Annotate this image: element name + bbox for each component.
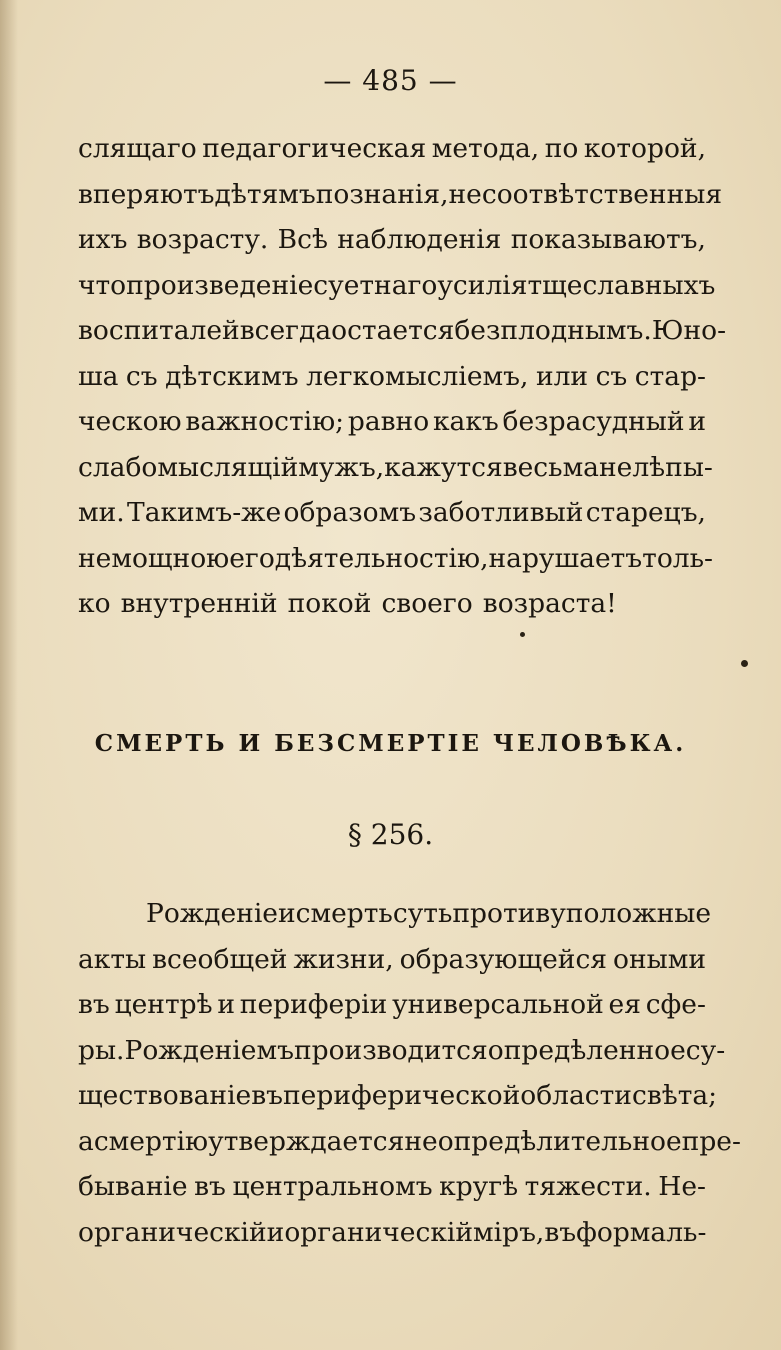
word: сфе- bbox=[645, 989, 706, 1020]
text-line bbox=[78, 1119, 741, 1165]
page-number: — 485 — bbox=[323, 64, 458, 97]
word: ихъ bbox=[78, 224, 128, 255]
text-line bbox=[78, 937, 706, 983]
word: дѣтямъ bbox=[214, 178, 316, 210]
text-line bbox=[78, 536, 713, 582]
word: дѣтскимъ bbox=[165, 360, 299, 392]
word: ческою bbox=[78, 406, 182, 437]
word: нелѣпы- bbox=[599, 451, 713, 483]
word: смертію bbox=[93, 1125, 209, 1157]
text-line bbox=[78, 172, 723, 218]
word: немощною bbox=[78, 542, 230, 574]
word: образомъ bbox=[283, 497, 417, 528]
word: области bbox=[520, 1080, 632, 1111]
paragraph-continued bbox=[78, 126, 727, 627]
word: органическій bbox=[78, 1216, 267, 1248]
word: слабомыслящій bbox=[78, 451, 299, 483]
word: ко bbox=[78, 588, 111, 619]
ink-speck bbox=[741, 660, 748, 667]
word: и bbox=[217, 989, 236, 1020]
text-line bbox=[78, 354, 706, 400]
word: кругѣ bbox=[439, 1171, 519, 1202]
word: утверждается bbox=[208, 1125, 405, 1157]
word: су- bbox=[685, 1034, 726, 1066]
word: всеобщей bbox=[152, 943, 288, 975]
word: центрѣ bbox=[114, 989, 213, 1020]
word: важностію; bbox=[185, 406, 345, 437]
word: образующейся bbox=[399, 943, 608, 975]
word: произведеніе bbox=[126, 269, 314, 301]
word: всегда bbox=[239, 315, 332, 346]
text-line bbox=[78, 263, 716, 309]
word: старецъ, bbox=[585, 497, 706, 528]
word: равно bbox=[347, 406, 430, 437]
word: познанія, bbox=[315, 178, 449, 210]
word: Всѣ bbox=[277, 224, 328, 255]
word: Рожденіемъ bbox=[124, 1034, 294, 1066]
text-line bbox=[78, 308, 727, 354]
word: ществованіе bbox=[78, 1080, 252, 1111]
word: возраста! bbox=[482, 588, 617, 619]
word: производится bbox=[293, 1034, 488, 1066]
word: по bbox=[544, 133, 579, 164]
word: съ bbox=[595, 360, 628, 392]
word: въ bbox=[194, 1171, 226, 1202]
word: центральномъ bbox=[232, 1171, 433, 1202]
word: оными bbox=[613, 943, 706, 975]
word: противуположные bbox=[452, 898, 712, 929]
word: формаль- bbox=[576, 1216, 707, 1248]
word: показываютъ, bbox=[510, 224, 706, 255]
word: стар- bbox=[634, 360, 706, 392]
word: ры. bbox=[78, 1034, 125, 1066]
word: периферіи bbox=[239, 989, 388, 1020]
word: вперяютъ bbox=[78, 178, 215, 210]
word: въ bbox=[78, 989, 110, 1020]
word: свѣта; bbox=[631, 1080, 718, 1111]
word: что bbox=[78, 269, 127, 301]
word: безрасудный bbox=[502, 406, 685, 437]
word: съ bbox=[125, 360, 158, 392]
ink-speck bbox=[520, 632, 525, 637]
word: несоотвѣтственныя bbox=[448, 178, 723, 210]
word: толь- bbox=[642, 542, 713, 574]
word: заботливый bbox=[418, 497, 584, 528]
word: внутренній bbox=[120, 588, 278, 619]
text-line bbox=[78, 445, 713, 491]
word: которой, bbox=[583, 133, 706, 164]
word: ша bbox=[78, 360, 119, 392]
text-line bbox=[78, 1164, 706, 1210]
word: пре- bbox=[681, 1125, 741, 1157]
word: или bbox=[535, 360, 589, 392]
word: Не- bbox=[658, 1171, 706, 1202]
word: ея bbox=[608, 989, 641, 1020]
section-number: § 256. bbox=[347, 818, 434, 851]
word: усилія bbox=[437, 269, 528, 301]
page-gutter-shadow bbox=[0, 0, 18, 1350]
word: органическій bbox=[284, 1216, 474, 1248]
word: суть bbox=[392, 898, 453, 929]
text-line bbox=[78, 1073, 718, 1119]
word: остается bbox=[331, 315, 455, 346]
word: педагогическая bbox=[202, 133, 427, 164]
word: ми. bbox=[78, 497, 125, 528]
word: смерть bbox=[295, 898, 393, 929]
text-line bbox=[78, 891, 712, 937]
word: метода, bbox=[431, 133, 540, 164]
text-line bbox=[78, 1210, 706, 1256]
word: міръ, bbox=[473, 1216, 545, 1248]
word: а bbox=[78, 1125, 94, 1157]
word: возрасту. bbox=[136, 224, 269, 255]
text-line bbox=[78, 490, 706, 536]
word: Рожденіе bbox=[146, 898, 278, 929]
word: весьма bbox=[502, 451, 599, 483]
text-line bbox=[78, 399, 706, 445]
word: акты bbox=[78, 943, 147, 975]
word: универсальной bbox=[392, 989, 604, 1020]
word: воспиталей bbox=[78, 315, 240, 346]
word: дѣятельностію, bbox=[274, 542, 489, 574]
word: тяжести. bbox=[524, 1171, 652, 1202]
word: своего bbox=[381, 588, 473, 619]
word: его bbox=[229, 542, 275, 574]
text-line bbox=[78, 1028, 726, 1074]
word: кажутся bbox=[384, 451, 503, 483]
word: и bbox=[277, 898, 296, 929]
word: опредѣленное bbox=[487, 1034, 686, 1066]
word: периферической bbox=[283, 1080, 521, 1111]
word: наблюденія bbox=[337, 224, 502, 255]
word: безплоднымъ. bbox=[454, 315, 652, 346]
word: какъ bbox=[432, 406, 499, 437]
paragraph-section-256 bbox=[78, 891, 741, 1255]
text-line bbox=[78, 217, 706, 263]
word: суетнаго bbox=[313, 269, 438, 301]
word: покой bbox=[287, 588, 372, 619]
word: и bbox=[688, 406, 706, 437]
word: мужъ, bbox=[298, 451, 385, 483]
word: Такимъ-же bbox=[127, 497, 282, 528]
text-line bbox=[78, 982, 706, 1028]
word: бываніе bbox=[78, 1171, 188, 1202]
word: легкомысліемъ, bbox=[306, 360, 529, 392]
word: въ bbox=[251, 1080, 284, 1111]
section-heading: СМЕРТЬ И БЕЗСМЕРТІЕ ЧЕЛОВѢКА. bbox=[94, 730, 687, 757]
text-line bbox=[78, 581, 706, 627]
word: Юно- bbox=[651, 315, 727, 346]
text-line bbox=[78, 126, 706, 172]
word: слящаго bbox=[78, 133, 197, 164]
word: и bbox=[266, 1216, 285, 1248]
word: тщеславныхъ bbox=[527, 269, 716, 301]
word: нарушаетъ bbox=[488, 542, 643, 574]
word: въ bbox=[544, 1216, 577, 1248]
word: жизни, bbox=[293, 943, 394, 975]
word: неопредѣлительное bbox=[404, 1125, 682, 1157]
